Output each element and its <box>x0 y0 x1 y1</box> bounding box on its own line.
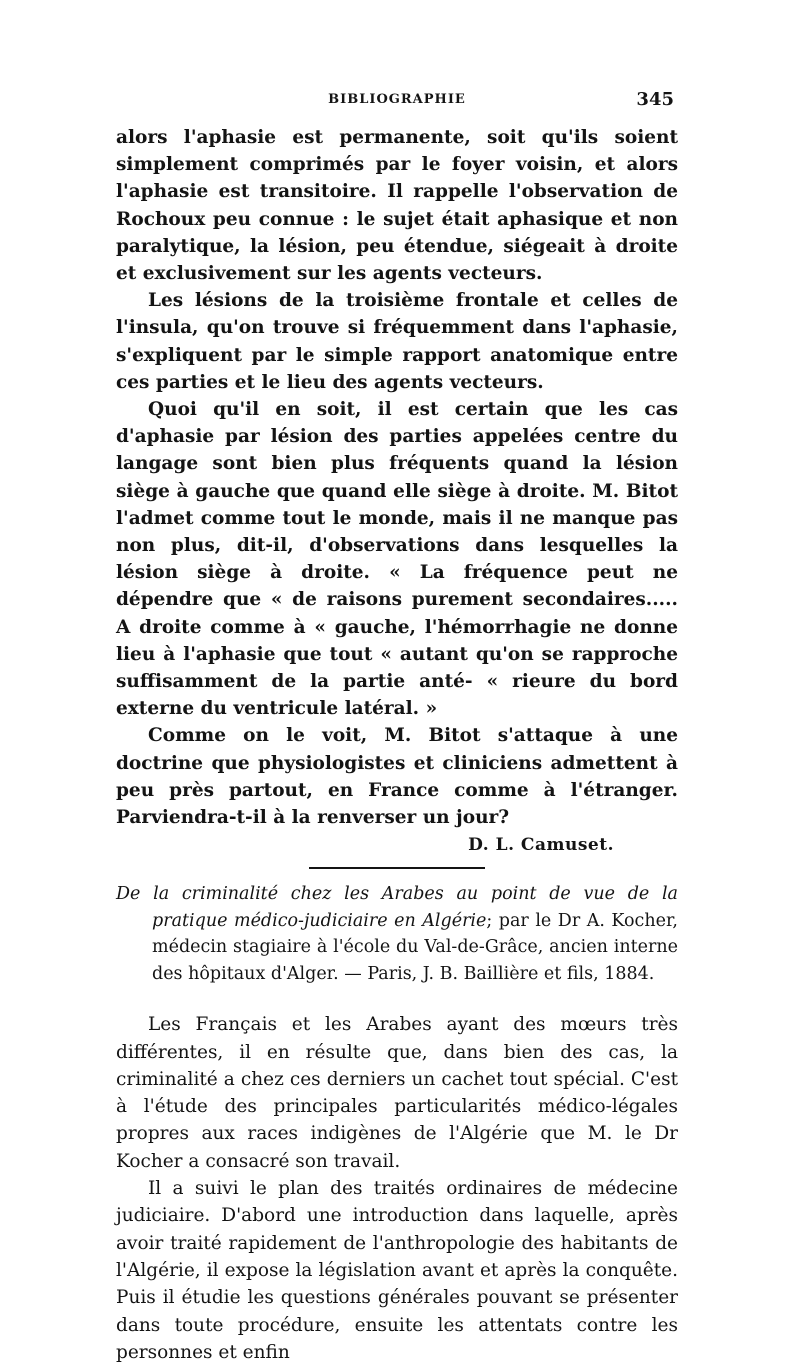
running-head <box>116 89 678 118</box>
section-divider <box>309 867 485 869</box>
paragraph: Comme on le voit, M. Bitot s'attaque à une doctrine que physiologistes et cliniciens admettent à peu près partout, en France comme à l'étranger. Parviendra-t-il à la renverser un jour? <box>116 725 678 829</box>
paragraph: Quoi qu'il en soit, il est certain que les cas d'aphasie par lésion des parties appelées centre du langage sont bien plus fréquents quand la lésion siège à gauche que quand elle siège à droite. M. Bitot l'admet comme tout le monde, mais il ne manque pas non plus, dit-il, d'observations dans lesquelles la lésion siège à droite. « La fréquence peut ne dépendre que « de raisons purement secondaires..... A droite comme à « gauche, l'hémorrhagie ne donne lieu à l'aphasie que tout « autant qu'on se rapproche suffisamment de la partie anté- « rieure du bord externe du ventricule latéral. » <box>116 399 678 720</box>
book-page <box>116 89 678 1366</box>
citation-title: De la criminalité chez les Arabes au point de vue de la pratique médico-judiciaire en Algérie <box>116 884 678 931</box>
paragraph: Les Français et les Arabes ayant des mœurs très différentes, il en résulte que, dans bien des cas, la criminalité a chez ces derniers un cachet tout spécial. C'est à l'étude des principales particularités médico-légales propres aux races indigènes de l'Algérie que M. le Dr Kocher a consacré son travail. <box>116 1014 678 1172</box>
review-criminality <box>116 1011 678 1366</box>
reviewer-signature: D. L. Camuset. <box>468 835 614 856</box>
citation-details: ; par le Dr A. Kocher, médecin stagiaire à l'école du Val-de-Grâce, ancien interne des hôpitaux d'Alger. — Paris, J. B. Baillière et fils, 1884. <box>152 910 678 984</box>
paragraph: Les lésions de la troisième frontale et celles de l'insula, qu'on trouve si fréquemment dans l'aphasie, s'expliquent par le simple rapport anatomique entre ces parties et le lieu des agents vecteurs. <box>116 290 678 393</box>
paragraph: alors l'aphasie est permanente, soit qu'ils soient simplement comprimés par le foyer voisin, et alors l'aphasie est transitoire. Il rappelle l'observation de Rochoux peu connue : le sujet était aphasique et non paralytique, la lésion, peu étendue, siégeait à droite et exclusivement sur les agents vecteurs. <box>116 127 678 285</box>
running-title: BIBLIOGRAPHIE <box>328 92 466 107</box>
bibliographic-citation <box>116 881 678 987</box>
review-aphasia <box>116 124 678 859</box>
page-number: 345 <box>636 89 674 110</box>
paragraph: Il a suivi le plan des traités ordinaires de médecine judiciaire. D'abord une introduction dans laquelle, après avoir traité rapidement de l'anthropologie des habitants de l'Algérie, il expose la législation avant et après la conquête. Puis il étudie les questions générales pouvant se présenter dans toute procédure, ensuite les attentats contre les personnes et enfin <box>116 1178 678 1363</box>
